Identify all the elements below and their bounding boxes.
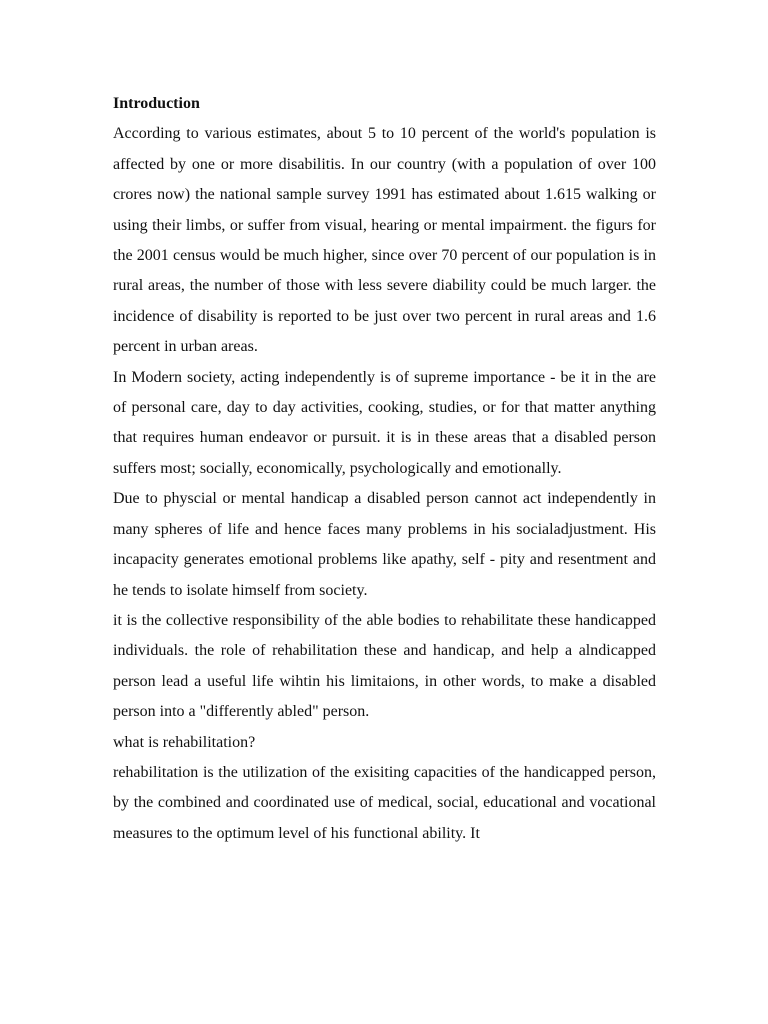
paragraph-rehabilitation-definition: rehabilitation is the utilization of the exisiting capacities of the handicapped person, by the combined and coordinated use of medical, social, educational and vocational measures to the optimum level of his functional ability. It (113, 763, 656, 842)
section-heading-introduction: Introduction (113, 95, 200, 112)
subheading-what-is-rehabilitation: what is rehabilitation? (113, 733, 256, 751)
paragraph-disability-statistics: According to various estimates, about 5 to 10 percent of the world's population is affected by one or more disabilitis. In our country (with a population of over 100 crores now) the national sample survey 1991 has estimated about 1.615 walking or using their limbs, or suffer from visual, hearing or mental impairment. the figurs for the 2001 census would be much higher, since over 70 percent of our population is in rural areas, the number of those with less severe diability could be much larger. the incidence of disability is reported to be just over two percent in rural areas and 1.6 percent in urban areas. (113, 125, 656, 356)
paragraph-modern-society: In Modern society, acting independently is of supreme importance - be it in the are of personal care, day to day activities, cooking, studies, or for that matter anything that requires human endeavor or pursuit. it is in these areas that a disabled person suffers most; socially, economically, psychologically and emotionally. (113, 368, 656, 477)
paragraph-handicap-problems: Due to physcial or mental handicap a disabled person cannot act independently in many spheres of life and hence faces many problems in his socialadjustment. His incapacity generates emotional problems like apathy, self - pity and resentment and he tends to isolate himself from society. (113, 490, 656, 599)
document-body (113, 89, 656, 849)
paragraph-collective-responsibility: it is the collective responsibility of the able bodies to rehabilitate these handicapped individuals. the role of rehabilitation these and handicap, and help a alndicapped person lead a useful life wihtin his limitaions, in other words, to make a disabled person into a "differently abled" person. (113, 611, 656, 721)
